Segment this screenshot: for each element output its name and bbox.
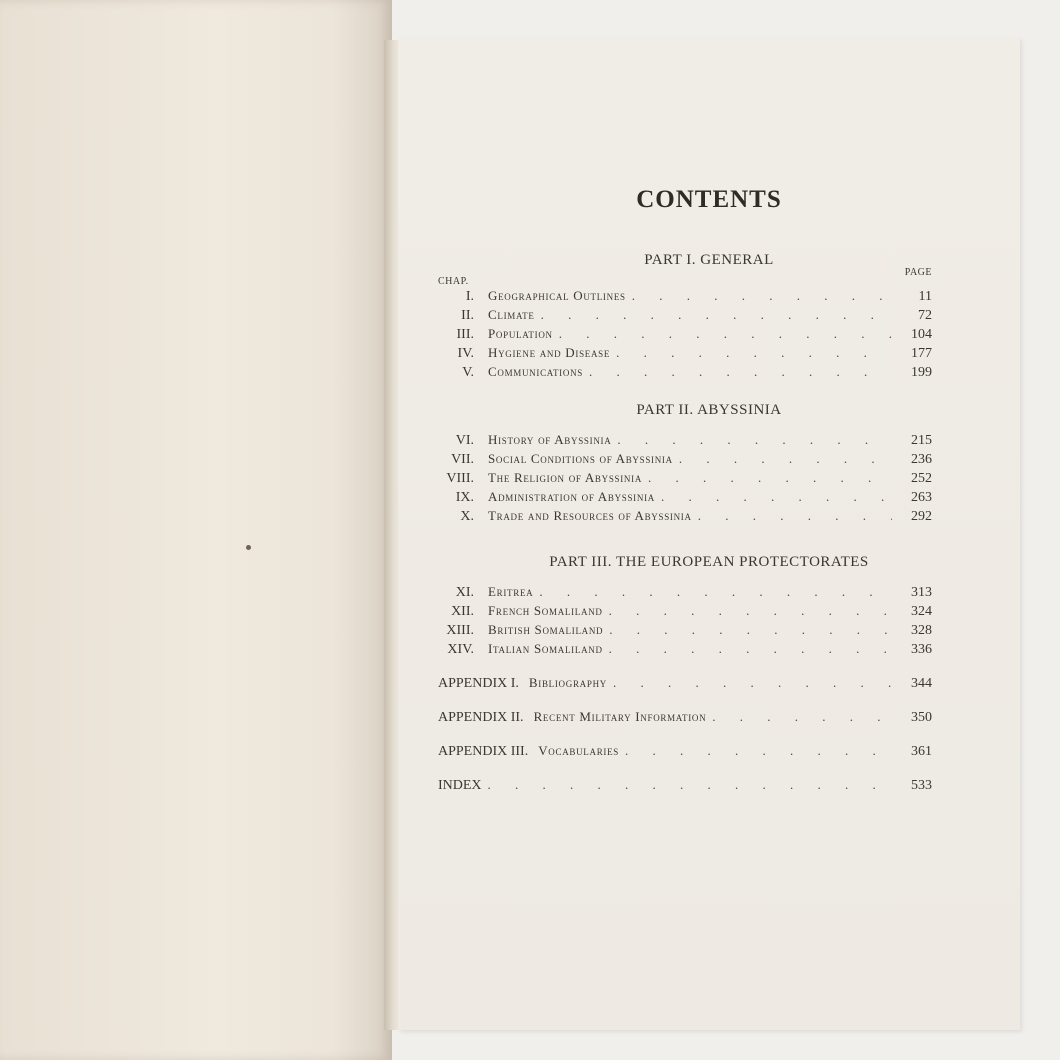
chapter-title: Italian Somaliland — [488, 641, 603, 656]
dot-leader — [541, 307, 892, 323]
chapter-title: Hygiene and Disease — [488, 345, 611, 360]
appendix-entry[interactable] — [438, 709, 932, 728]
chapter-number: VIII. — [446, 471, 474, 486]
dot-leader — [539, 584, 892, 600]
dot-leader — [661, 489, 892, 505]
toc-entry[interactable] — [438, 489, 932, 508]
dot-leader — [609, 622, 892, 638]
chapter-number: IX. — [455, 490, 474, 505]
appendix-title: Recent Military Information — [533, 709, 707, 724]
toc-entry[interactable] — [438, 432, 932, 451]
dot-leader — [559, 326, 892, 342]
index-entry[interactable] — [438, 777, 932, 796]
toc-entry[interactable] — [438, 641, 932, 660]
chapter-number: VII. — [451, 452, 474, 467]
page-number: 11 — [918, 289, 932, 304]
toc-entry[interactable] — [438, 584, 932, 603]
toc-entry[interactable] — [438, 345, 932, 364]
paper-speck — [246, 545, 251, 550]
toc-entry[interactable] — [438, 508, 932, 527]
page-number: 336 — [911, 642, 932, 657]
chapter-number: XII. — [451, 604, 474, 619]
chapter-title: History of Abyssinia — [488, 432, 612, 447]
page-number: 252 — [911, 471, 932, 486]
chapter-number: XIII. — [446, 623, 474, 638]
chapter-number: III. — [456, 327, 474, 342]
chapter-number: XIV. — [447, 642, 474, 657]
page-number: 324 — [911, 604, 932, 619]
appendix-title: Bibliography — [528, 675, 607, 690]
chapter-title: Administration of Abyssinia — [488, 489, 655, 504]
dot-leader — [488, 777, 892, 793]
left-blank-page — [0, 0, 392, 1060]
chapter-number: I. — [465, 289, 474, 304]
dot-leader — [609, 641, 892, 657]
chapter-title: British Somaliland — [488, 622, 604, 637]
appendix-entry[interactable] — [438, 675, 932, 694]
chapter-number: X. — [460, 509, 474, 524]
toc-entry[interactable] — [438, 470, 932, 489]
dot-leader — [617, 432, 892, 448]
chapter-column-header: CHAP. — [438, 276, 469, 287]
toc-entry[interactable] — [438, 622, 932, 641]
page-number: 313 — [911, 585, 932, 600]
chapter-title: Climate — [488, 307, 535, 322]
dot-leader — [625, 743, 892, 759]
dot-leader — [698, 508, 892, 524]
toc-entry[interactable] — [438, 364, 932, 383]
chapter-title: Trade and Resources of Abyssinia — [488, 508, 692, 523]
part-heading: PART III. THE EUROPEAN PROTECTORATES — [549, 554, 869, 570]
chapter-number: V. — [462, 365, 474, 380]
dot-leader — [609, 603, 892, 619]
page-column-header: PAGE — [904, 267, 932, 278]
contents-title: CONTENTS — [636, 186, 782, 213]
toc-entry[interactable] — [438, 326, 932, 345]
dot-leader — [613, 675, 892, 691]
part-heading: PART I. GENERAL — [644, 252, 774, 268]
chapter-title: The Religion of Abyssinia — [488, 470, 643, 485]
page-number: 350 — [911, 710, 932, 725]
dot-leader — [648, 470, 892, 486]
chapter-number: II. — [461, 308, 474, 323]
page-number: 215 — [911, 433, 932, 448]
appendix-entry[interactable] — [438, 743, 932, 762]
chapter-title: Communications — [488, 364, 583, 379]
appendix-title: Vocabularies — [538, 743, 620, 758]
appendix-label: APPENDIX III. — [438, 744, 529, 759]
page-number: 199 — [911, 365, 932, 380]
contents-page — [398, 38, 1020, 1030]
page-number: 361 — [911, 744, 932, 759]
chapter-number: VI. — [455, 433, 474, 448]
toc-entry[interactable] — [438, 451, 932, 470]
chapter-number: XI. — [455, 585, 474, 600]
chapter-title: Geographical Outlines — [488, 288, 626, 303]
page-number: 533 — [911, 778, 932, 793]
index-label: INDEX — [438, 778, 482, 793]
dot-leader — [679, 451, 892, 467]
chapter-title: Eritrea — [488, 584, 534, 599]
dot-leader — [632, 288, 892, 304]
dot-leader — [616, 345, 892, 361]
toc-entry[interactable] — [438, 603, 932, 622]
toc-entry[interactable] — [438, 307, 932, 326]
chapter-title: Population — [488, 326, 553, 341]
page-number: 328 — [911, 623, 932, 638]
page-number: 344 — [911, 676, 932, 691]
dot-leader — [589, 364, 892, 380]
page-number: 236 — [911, 452, 932, 467]
chapter-title: Social Conditions of Abyssinia — [488, 451, 673, 466]
toc-entry[interactable] — [438, 288, 932, 307]
dot-leader — [712, 709, 892, 725]
appendix-label: APPENDIX I. — [438, 676, 519, 691]
appendix-label: APPENDIX II. — [438, 710, 524, 725]
page-number: 292 — [911, 509, 932, 524]
chapter-title: French Somaliland — [488, 603, 603, 618]
page-number: 263 — [911, 490, 932, 505]
chapter-number: IV. — [457, 346, 474, 361]
page-number: 104 — [911, 327, 932, 342]
page-number: 177 — [911, 346, 932, 361]
page-number: 72 — [918, 308, 932, 323]
part-heading: PART II. ABYSSINIA — [636, 402, 782, 418]
